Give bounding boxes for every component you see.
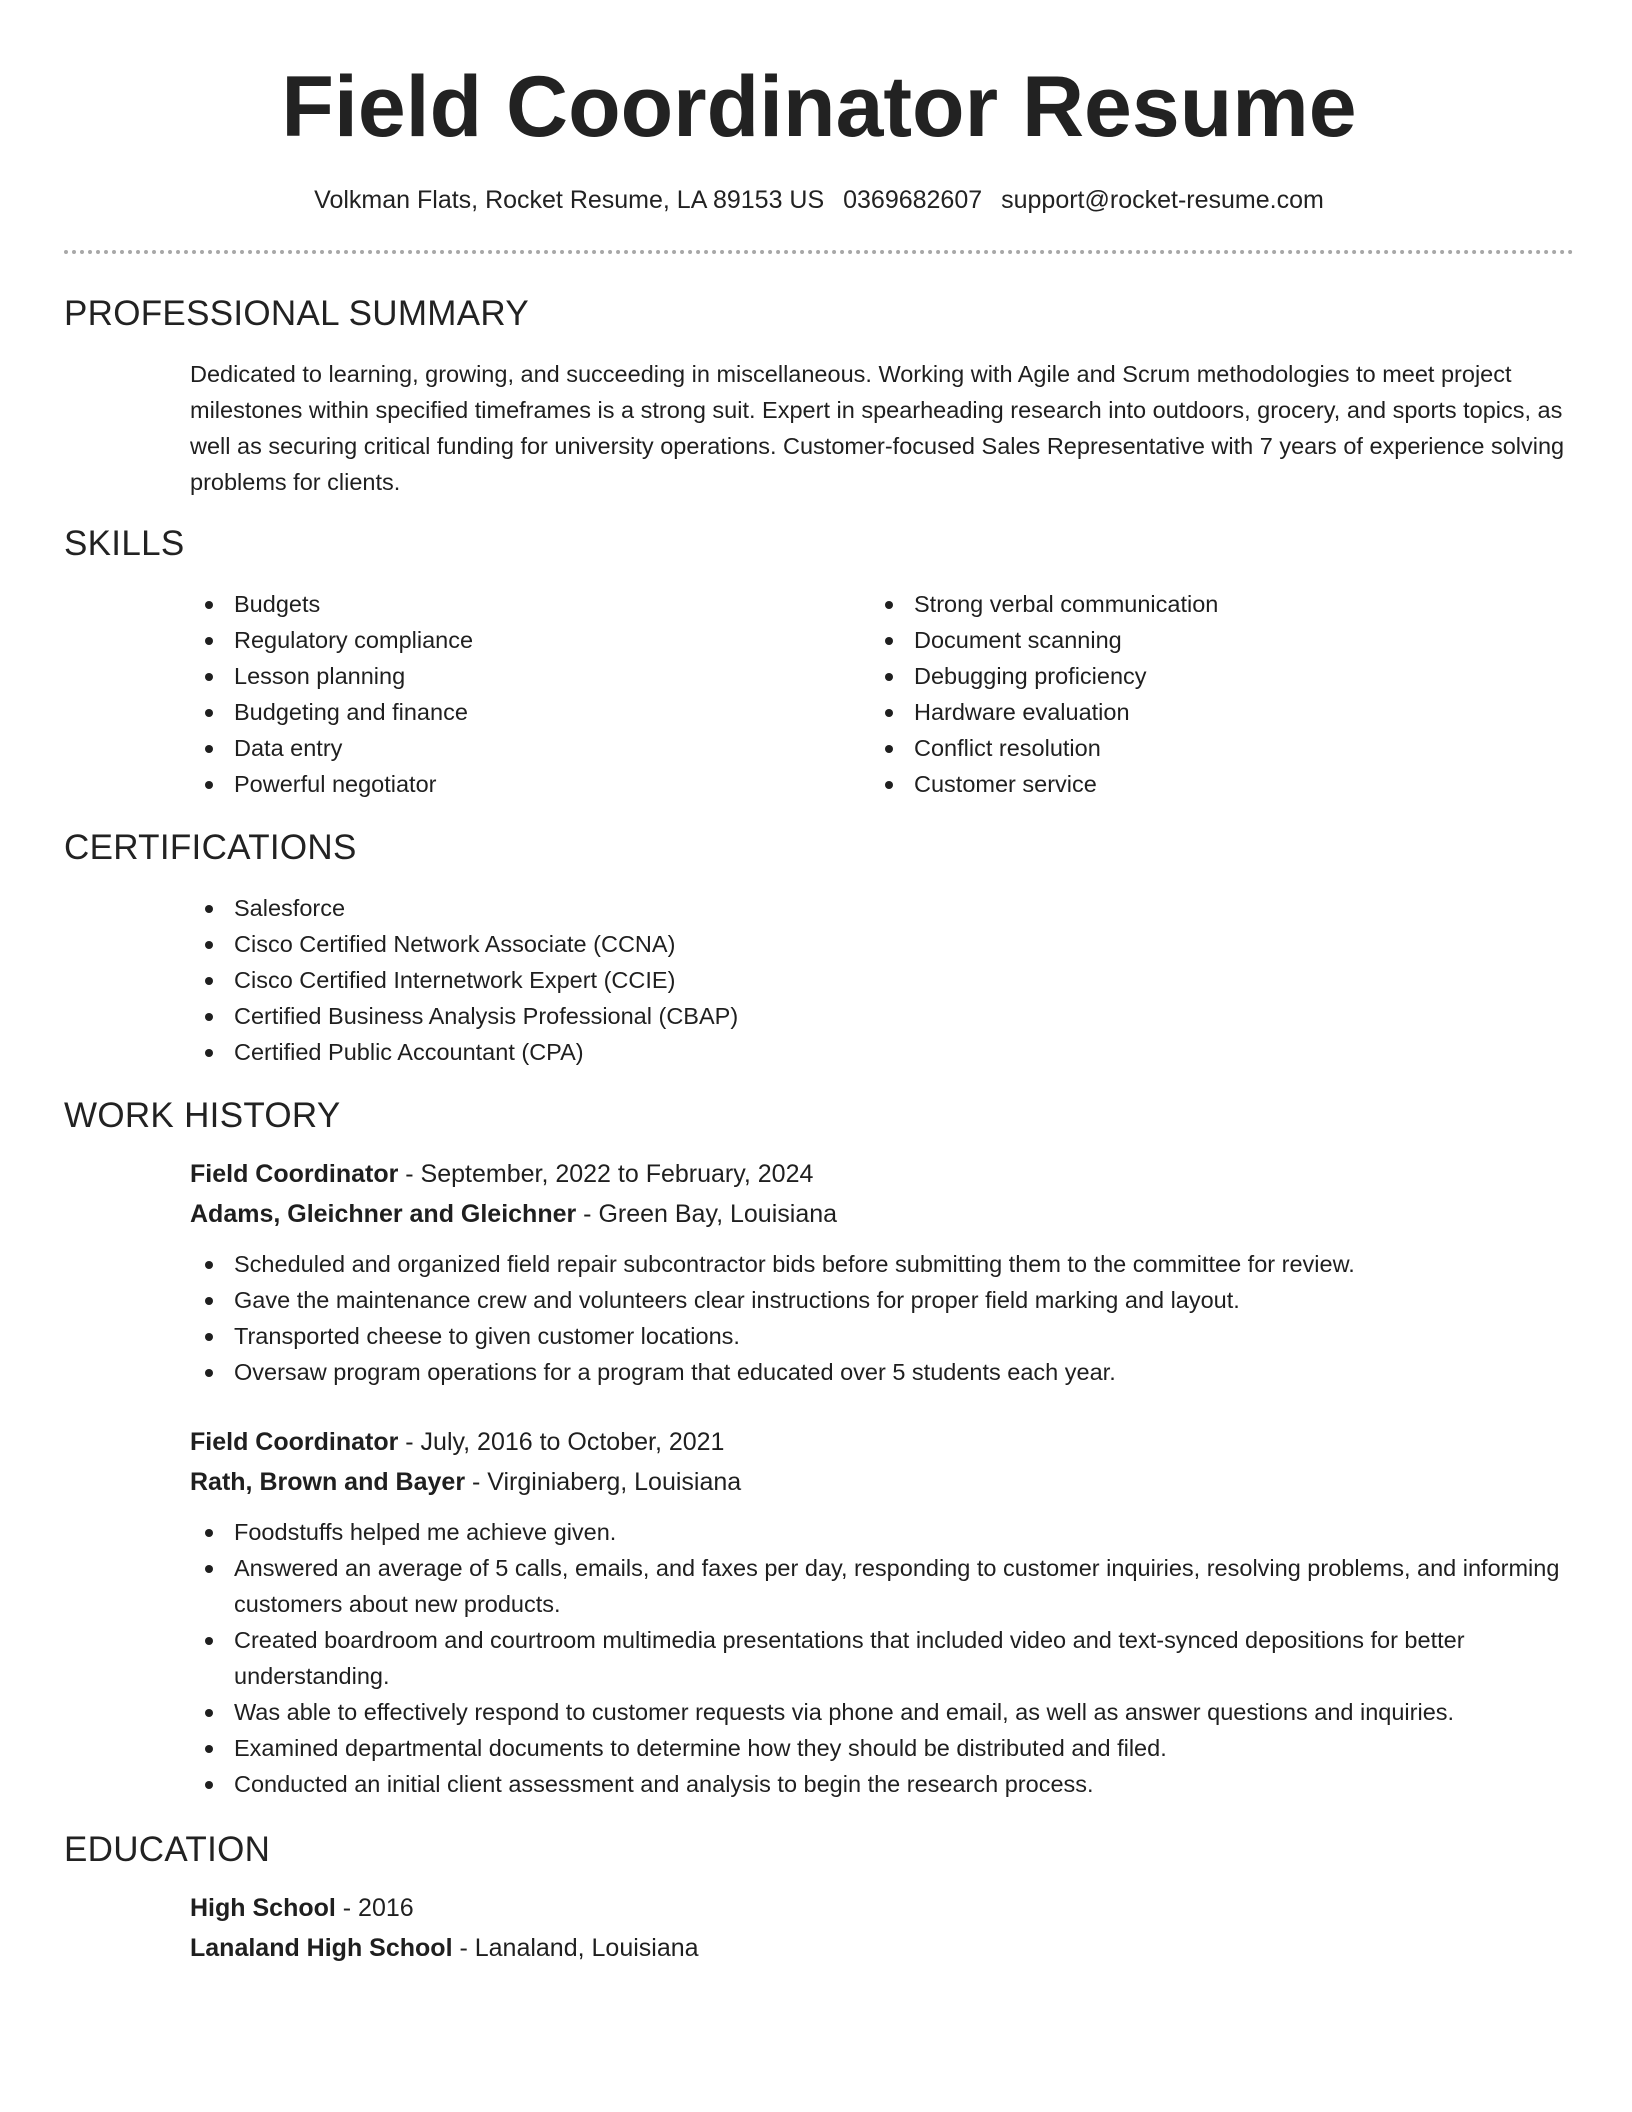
job-entry — [190, 1422, 1574, 1802]
job-role: Field Coordinator — [190, 1428, 399, 1456]
job-dates: - July, 2016 to October, 2021 — [398, 1428, 725, 1456]
education-heading: EDUCATION — [64, 1830, 271, 1869]
job-company: Adams, Gleichner and Gleichner — [190, 1200, 577, 1228]
skills-columns — [190, 586, 1574, 802]
education-section — [64, 1828, 1574, 1968]
list-item: Budgeting and finance — [190, 694, 870, 730]
resume-title: Field Coordinator Resume — [281, 59, 1357, 155]
job-dates: - September, 2022 to February, 2024 — [398, 1160, 814, 1188]
header-divider — [64, 250, 1574, 254]
job-bullets — [190, 1514, 1580, 1802]
list-item: Gave the maintenance crew and volunteers clear instructions for proper field marking and layout. — [190, 1282, 1574, 1318]
skills-list-right — [870, 586, 1550, 802]
list-item: Certified Business Analysis Professional (CBAP) — [190, 998, 1574, 1034]
list-item: Transported cheese to given customer locations. — [190, 1318, 1574, 1354]
skills-list-left — [190, 586, 870, 802]
job-title-line — [190, 1422, 1574, 1462]
education-location: - Lanaland, Louisiana — [452, 1934, 699, 1962]
job-company-line — [190, 1462, 1574, 1502]
education-year: - 2016 — [335, 1894, 414, 1922]
job-bullets — [190, 1246, 1574, 1390]
job-company: Rath, Brown and Bayer — [190, 1468, 466, 1496]
certifications-heading: CERTIFICATIONS — [64, 828, 357, 867]
contact-line — [64, 184, 1574, 216]
list-item: Data entry — [190, 730, 870, 766]
certifications-section — [64, 826, 1574, 1070]
list-item: Budgets — [190, 586, 870, 622]
list-item: Salesforce — [190, 890, 1574, 926]
list-item: Cisco Certified Internetwork Expert (CCIE) — [190, 962, 1574, 998]
list-item: Document scanning — [870, 622, 1550, 658]
list-item: Powerful negotiator — [190, 766, 870, 802]
list-item: Lesson planning — [190, 658, 870, 694]
education-degree-line — [190, 1888, 1574, 1928]
resume-page — [64, 0, 1574, 1968]
list-item: Was able to effectively respond to customer requests via phone and email, as well as answer questions and inquiries. — [190, 1694, 1580, 1730]
list-item: Hardware evaluation — [870, 694, 1550, 730]
job-location: - Virginiaberg, Louisiana — [465, 1468, 742, 1496]
work-section — [64, 1094, 1574, 1802]
summary-text: Dedicated to learning, growing, and succeeding in miscellaneous. Working with Agile and Scrum methodologies to meet project milestones within specified timeframes is a strong suit. Expert in spearheading research into outdoors, grocery, and sports topics, as well as securing critical funding for university operations. Customer-focused Sales Representative with 7 years of experience solving problems for clients. — [190, 361, 1565, 495]
job-location: - Green Bay, Louisiana — [576, 1200, 838, 1228]
list-item: Customer service — [870, 766, 1550, 802]
skills-section — [64, 522, 1574, 802]
job-entry — [190, 1154, 1574, 1390]
list-item: Debugging proficiency — [870, 658, 1550, 694]
list-item: Strong verbal communication — [870, 586, 1550, 622]
list-item: Scheduled and organized field repair subcontractor bids before submitting them to the committee for review. — [190, 1246, 1574, 1282]
job-company-line — [190, 1194, 1574, 1234]
contact-phone: 0369682607 — [843, 186, 983, 214]
list-item: Conflict resolution — [870, 730, 1550, 766]
education-entry — [190, 1888, 1574, 1968]
skills-heading: SKILLS — [64, 524, 185, 563]
list-item: Created boardroom and courtroom multimedia presentations that included video and text-synced depositions for better understanding. — [190, 1622, 1580, 1694]
education-degree: High School — [190, 1894, 336, 1922]
list-item: Oversaw program operations for a program that educated over 5 students each year. — [190, 1354, 1574, 1390]
list-item: Answered an average of 5 calls, emails, and faxes per day, responding to customer inquiries, resolving problems, and informing customers about new products. — [190, 1550, 1580, 1622]
education-school: Lanaland High School — [190, 1934, 453, 1962]
list-item: Cisco Certified Network Associate (CCNA) — [190, 926, 1574, 962]
list-item: Conducted an initial client assessment and analysis to begin the research process. — [190, 1766, 1580, 1802]
list-item: Certified Public Accountant (CPA) — [190, 1034, 1574, 1070]
job-role: Field Coordinator — [190, 1160, 399, 1188]
summary-section — [64, 292, 1574, 500]
list-item: Examined departmental documents to determine how they should be distributed and filed. — [190, 1730, 1580, 1766]
list-item: Regulatory compliance — [190, 622, 870, 658]
job-title-line — [190, 1154, 1574, 1194]
list-item: Foodstuffs helped me achieve given. — [190, 1514, 1580, 1550]
certifications-list — [190, 890, 1574, 1070]
education-school-line — [190, 1928, 1574, 1968]
contact-address: Volkman Flats, Rocket Resume, LA 89153 US — [314, 186, 825, 214]
contact-email: support@rocket-resume.com — [1001, 186, 1324, 214]
work-heading: WORK HISTORY — [64, 1096, 341, 1135]
summary-heading: PROFESSIONAL SUMMARY — [64, 294, 529, 333]
